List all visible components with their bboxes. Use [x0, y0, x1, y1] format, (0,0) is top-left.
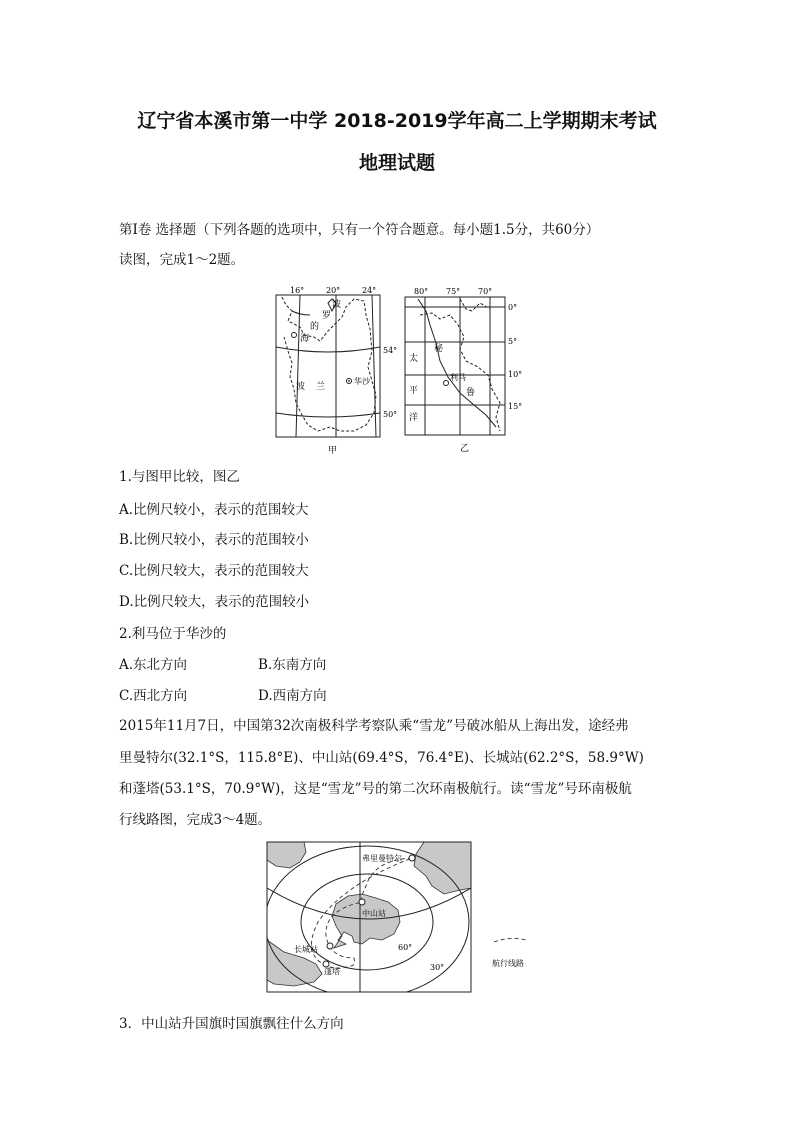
label-fremantle: 弗里曼特尔 [362, 854, 402, 863]
yi-ocean-1: 太 [409, 354, 419, 364]
legend-route: 航行线路 [492, 959, 524, 968]
passage-line-4: 行线路图，完成3～4题。 [119, 812, 272, 828]
jia-lon-20: 20° [326, 286, 341, 295]
yi-lat-10: 10° [508, 370, 523, 379]
jia-lon-16: 16° [290, 286, 305, 295]
section-heading: 第Ⅰ卷 选择题（下列各题的选项中，只有一个符合题意。每小题1.5分，共60分） [119, 222, 600, 238]
label-punta: 蓬塔 [324, 967, 340, 976]
yi-country-1: 秘 [434, 344, 444, 354]
jia-sea-4: 海 [300, 334, 310, 344]
q2-option-d: D.西南方向 [258, 688, 327, 704]
q2-option-a: A.东北方向 [119, 657, 188, 673]
yi-lat-15: 15° [508, 402, 523, 411]
passage-line-2: 里曼特尔(32.1°S，115.8°E)、中山站(69.4°S，76.4°E)、长城站(62.2°S，58.9°W) [119, 750, 644, 766]
yi-lon-75: 75° [446, 287, 461, 296]
label-lat60: 60° [398, 943, 413, 952]
jia-sea-3: 的 [310, 322, 320, 332]
q3-stem: 3．中山站升国旗时国旗飘往什么方向 [119, 1016, 344, 1032]
q1-option-d: D.比例尺较大，表示的范围较小 [119, 594, 310, 610]
q1-option-a: A.比例尺较小，表示的范围较大 [119, 502, 309, 518]
intro-text: 读图，完成1～2题。 [119, 252, 245, 268]
q1-option-b: B.比例尺较小，表示的范围较小 [119, 532, 309, 548]
jia-sea-1: 波 [332, 300, 342, 310]
yi-lat-0: 0° [508, 303, 518, 312]
yi-ocean-2: 平 [409, 386, 419, 396]
jia-caption: 甲 [328, 446, 338, 456]
jia-country-2: 兰 [316, 382, 326, 392]
title-line-2: 地理试题 [358, 152, 435, 174]
title-line-1: 辽宁省本溪市第一中学 2018-2019学年高二上学期期末考试 [137, 110, 657, 132]
yi-city: 利马 [450, 373, 466, 382]
jia-city: 华沙 [354, 377, 370, 386]
jia-lon-24: 24° [362, 286, 377, 295]
yi-caption: 乙 [460, 444, 470, 454]
yi-lon-70: 70° [478, 287, 493, 296]
jia-lat-50: 50° [383, 410, 398, 419]
jia-lat-54: 54° [383, 346, 398, 355]
passage-line-1: 2015年11月7日，中国第32次南极科学考察队乘“雪龙”号破冰船从上海出发，途经弗 [119, 718, 629, 734]
yi-lon-80: 80° [414, 287, 429, 296]
label-changcheng: 长城站 [294, 945, 318, 954]
yi-ocean-3: 洋 [409, 413, 419, 423]
jia-sea-2: 罗 [322, 311, 332, 321]
antarctic-route-map [264, 840, 564, 995]
label-lat30: 30° [430, 963, 445, 972]
label-zhongshan: 中山站 [362, 909, 386, 918]
q2-stem: 2.利马位于华沙的 [119, 626, 227, 642]
q2-option-b: B.东南方向 [258, 657, 327, 673]
q1-option-c: C.比例尺较大，表示的范围较大 [119, 563, 309, 579]
q2-option-c: C.西北方向 [119, 688, 188, 704]
yi-lat-5: 5° [508, 337, 518, 346]
passage-line-3: 和蓬塔(53.1°S，70.9°W)，这是“雪龙”号的第二次环南极航行。读“雪龙”号环南极航 [119, 781, 632, 797]
map-yi [400, 285, 530, 460]
jia-country-1: 波 [296, 382, 306, 392]
q1-stem: 1.与图甲比较，图乙 [119, 469, 240, 485]
yi-country-2: 鲁 [466, 388, 476, 398]
map-jia [270, 285, 398, 460]
